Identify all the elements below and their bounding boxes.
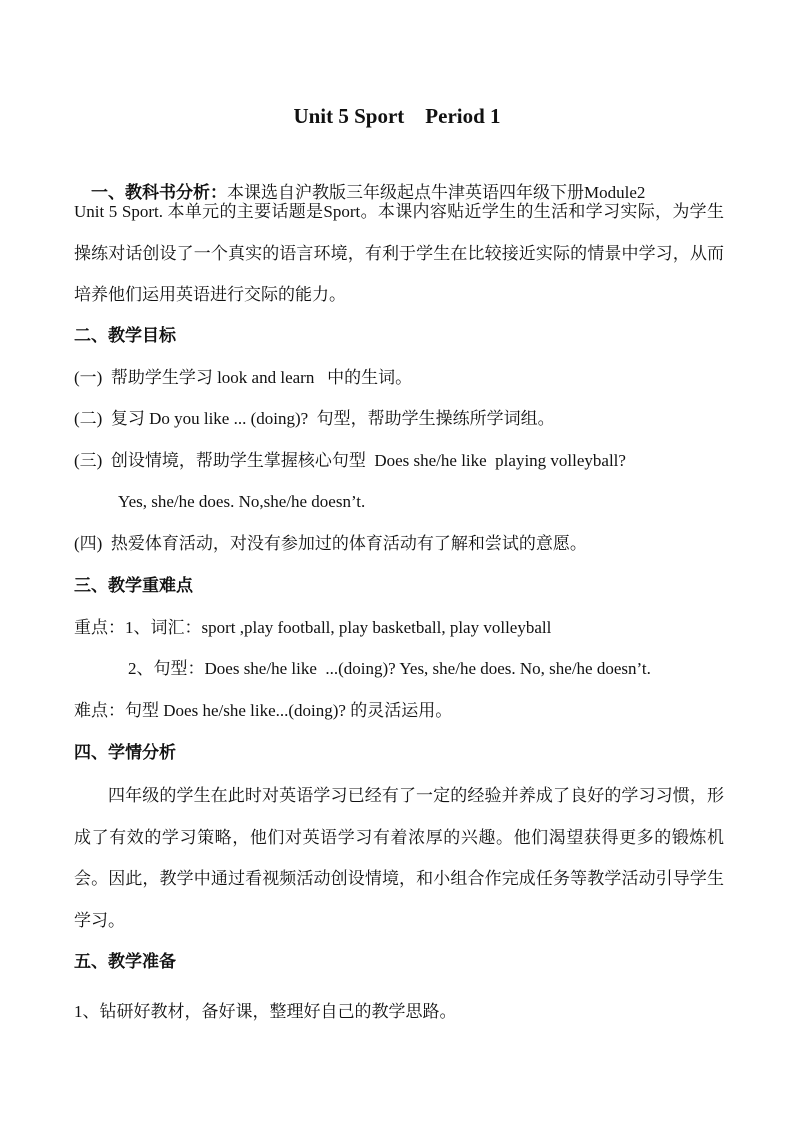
section-4-heading: 四、学情分析 xyxy=(74,743,176,762)
key-point-vocabulary: 重点：1、词汇：sport ,play football, play basketball, play volleyball xyxy=(74,618,552,637)
key-point-sentence: 2、句型：Does she/he like ...(doing)? Yes, she/he does. No, she/he doesn’t. xyxy=(128,659,651,678)
section-3-heading: 三、教学重难点 xyxy=(74,576,193,595)
difficulty-point: 难点：句型 Does he/she like...(doing)? 的灵活运用。 xyxy=(74,701,453,720)
objective-item-3-answer: Yes, she/he does. No,she/he doesn’t. xyxy=(118,492,366,511)
section-2-heading: 二、教学目标 xyxy=(74,326,176,345)
objective-item-1: (一) 帮助学生学习 look and learn 中的生词。 xyxy=(74,368,413,387)
section-4-body: 四年级的学生在此时对英语学习已经有了一定的经验并养成了良好的学习习惯，形成了有效的学习策略，他们对英语学习有着浓厚的兴趣。他们渴望获得更多的锻炼机会。因此，教学中通过看视频活动创设情境，和小组合作完成任务等教学活动引导学生学习。 xyxy=(74,786,724,930)
section-1-first-text: 本课选自沪教版三年级起点牛津英语四年级下册Module2 xyxy=(227,183,646,202)
document-title: Unit 5 Sport Period 1 xyxy=(293,104,501,128)
objective-item-4: (四) 热爱体育活动，对没有参加过的体育活动有了解和尝试的意愿。 xyxy=(74,534,587,553)
preparation-item-1: 1、钻研好教材，备好课，整理好自己的教学思路。 xyxy=(74,1002,457,1021)
objective-item-2: (二) 复习 Do you like ... (doing)? 句型，帮助学生操练所学词组。 xyxy=(74,409,555,428)
section-1-heading: 一、教科书分析： xyxy=(91,183,227,202)
section-5-heading: 五、教学准备 xyxy=(74,952,176,971)
objective-item-3: (三) 创设情境，帮助学生掌握核心句型 Does she/he like playing volleyball? xyxy=(74,451,626,470)
section-1-body: Unit 5 Sport. 本单元的主要话题是Sport。本课内容贴近学生的生活和学习实际，为学生操练对话创设了一个真实的语言环境，有利于学生在比较接近实际的情景中学习，从而培养他们运用英语进行交际的能力。 xyxy=(74,202,724,304)
